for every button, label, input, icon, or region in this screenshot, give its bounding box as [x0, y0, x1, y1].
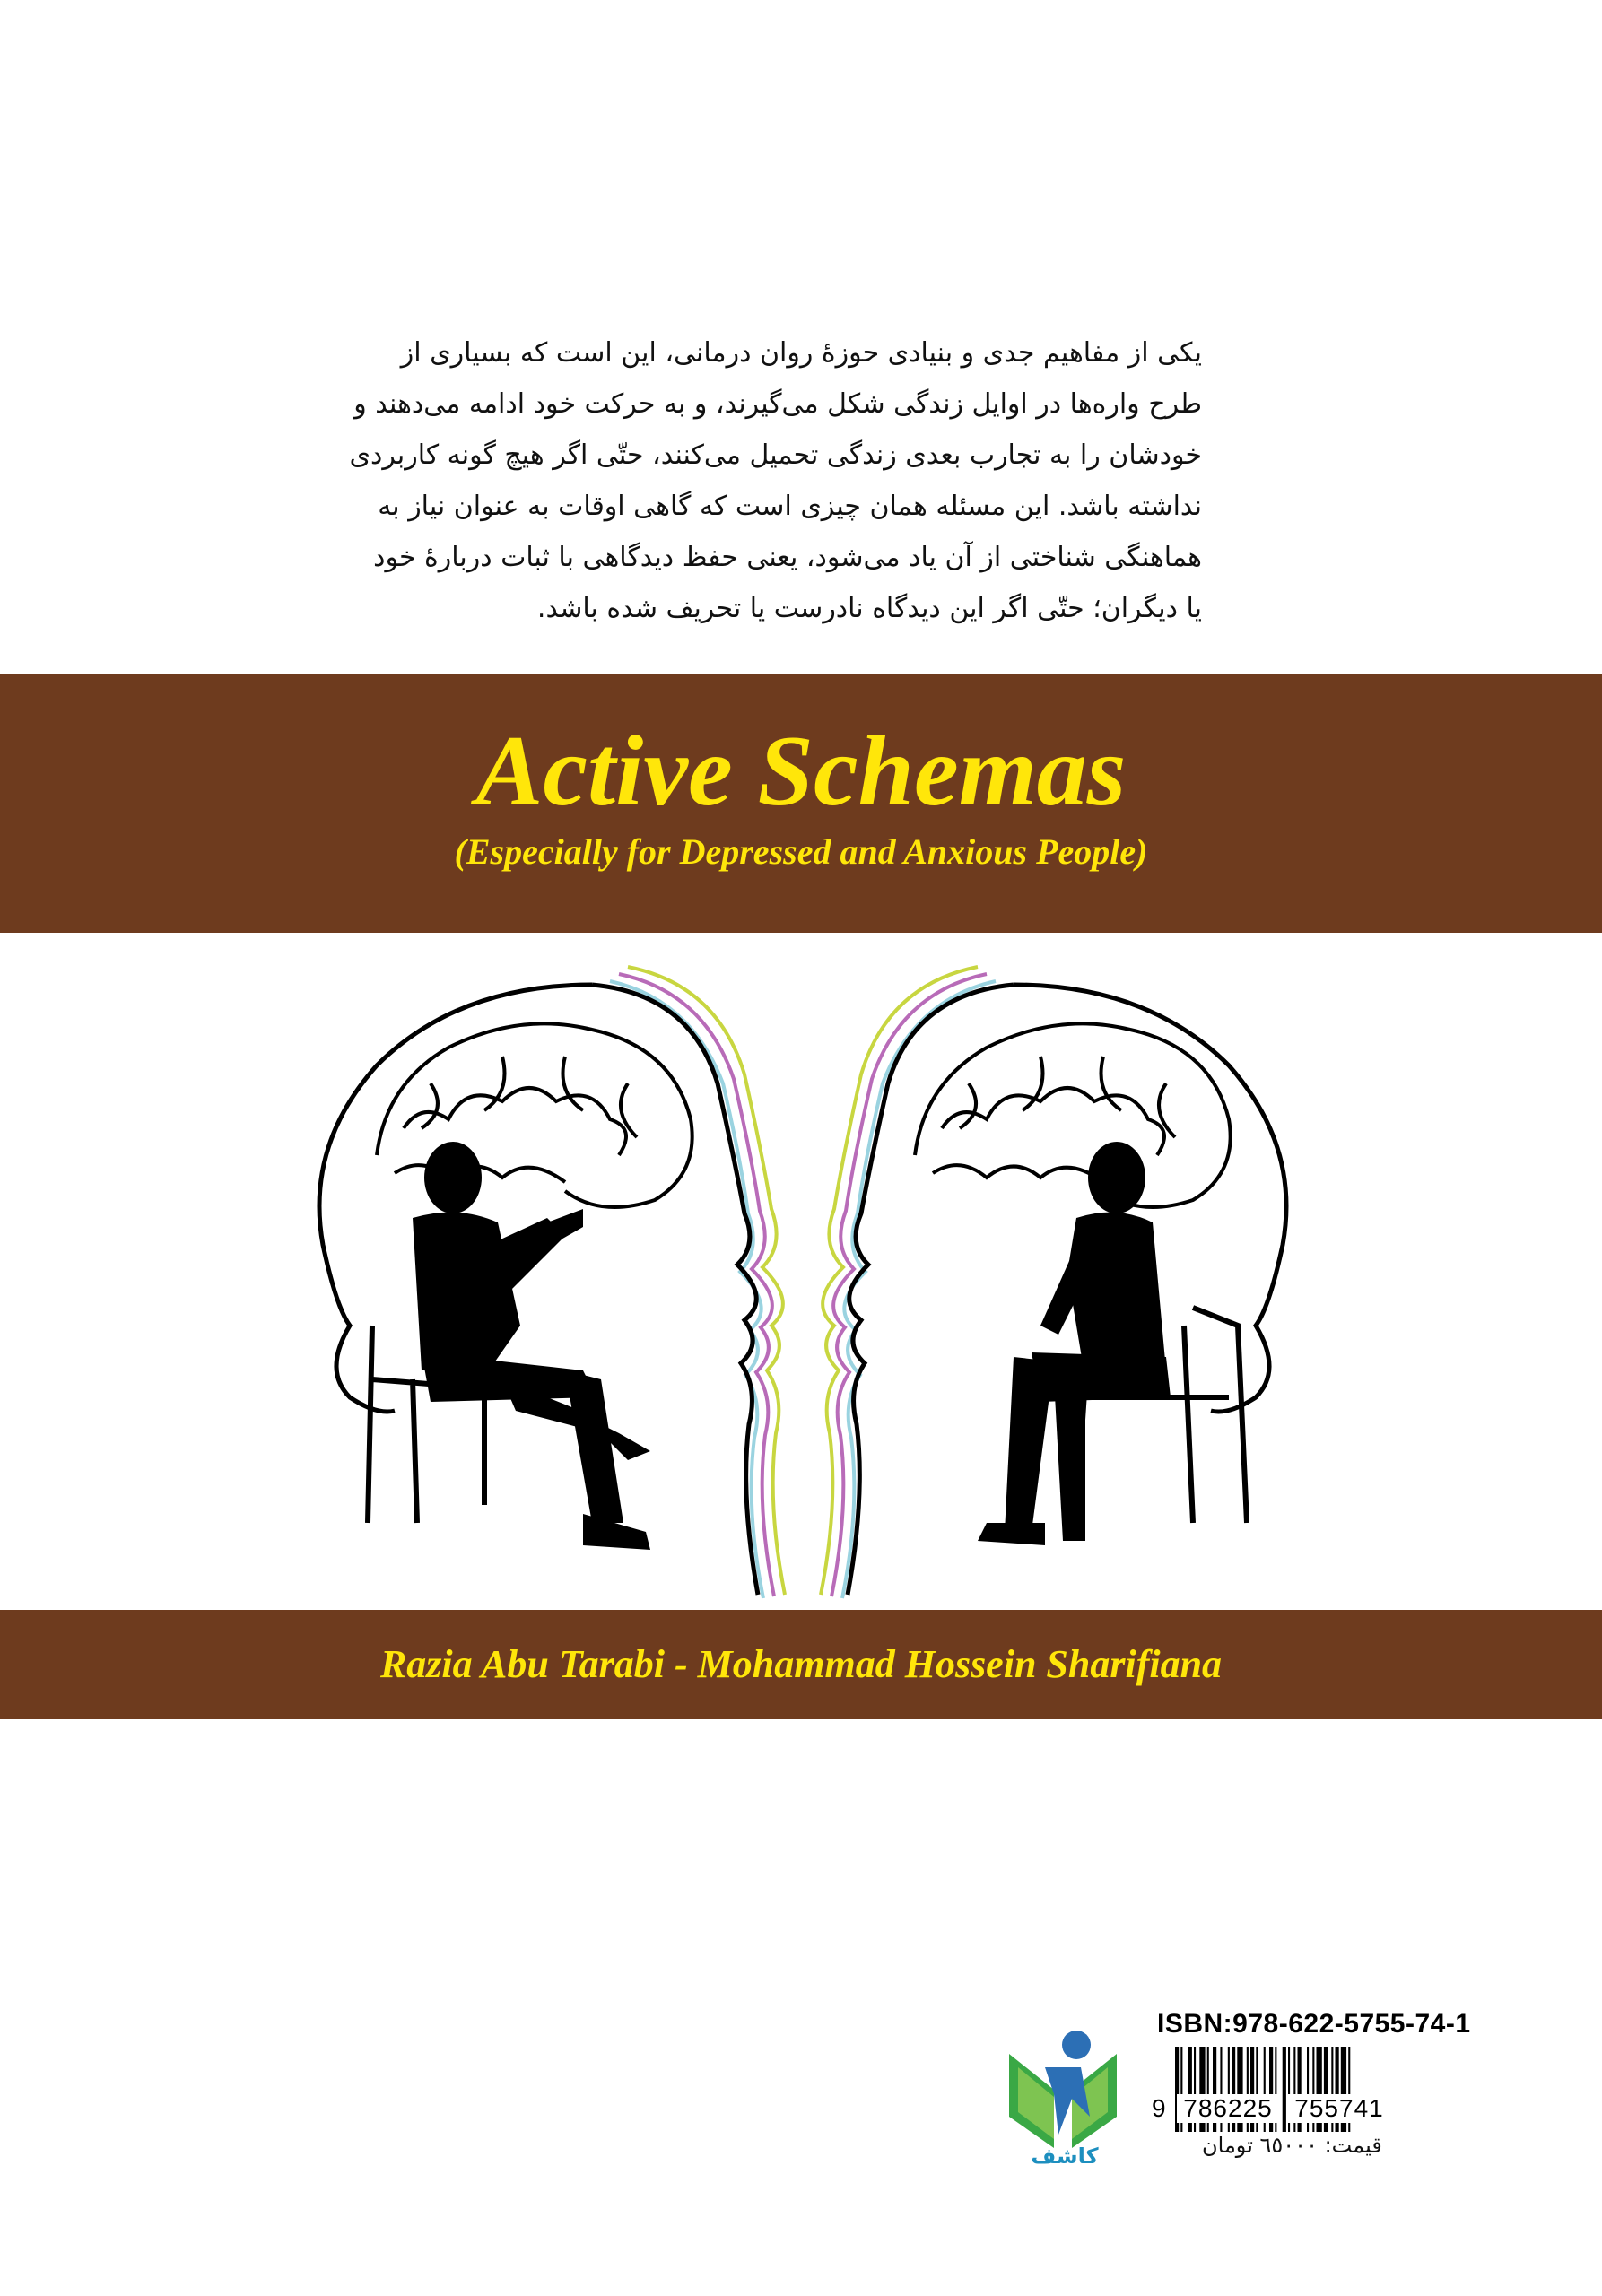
blurb-line: هماهنگی شناختی از آن یاد می‌شود، یعنی حفظ دیدگاهی با ثبات دربارهٔ خود: [373, 542, 1202, 573]
barcode-bar: [1283, 2047, 1286, 2132]
book-title: Active Schemas: [475, 716, 1127, 827]
blurb-line: یکی از مفاهیم جدی و بنیادی حوزهٔ روان درمانی، این است که بسیاری از: [400, 337, 1202, 369]
two-heads-silhouette-illustration: [296, 949, 1310, 1604]
blurb-line: طرح واره‌ها در اوایل زندگی شکل می‌گیرند، و به حرکت خود ادامه می‌دهند و: [353, 388, 1202, 420]
barcode-digits: 755741: [1288, 2094, 1390, 2123]
blurb-line: خودشان را به تجارب بعدی زندگی تحمیل می‌کنند، حتّی اگر هیچ گونه کاربردی: [349, 439, 1202, 471]
authors-line: Razia Abu Tarabi - Mohammad Hossein Sharifiana: [379, 1642, 1223, 1686]
barcode-digit: 9: [1152, 2094, 1166, 2122]
blurb-line: نداشته باشد. این مسئله همان چیزی است که گاهی اوقات به عنوان نیاز به: [378, 491, 1202, 522]
book-subtitle: (Especially for Depressed and Anxious People): [454, 831, 1148, 872]
isbn-label: ISBN:978-622-5755-74-1: [1157, 2009, 1471, 2039]
barcode-digits: 786225: [1177, 2094, 1279, 2123]
publisher-logo-icon: [991, 2018, 1135, 2161]
publisher-name: کاشف: [1031, 2144, 1099, 2169]
blurb-line: یا دیگران؛ حتّی اگر این دیدگاه نادرست یا تحریف شده باشد.: [536, 593, 1202, 624]
price-label: قیمت: ٦٥٠٠٠ تومان: [1202, 2133, 1382, 2158]
back-cover-blurb: [305, 327, 1202, 634]
